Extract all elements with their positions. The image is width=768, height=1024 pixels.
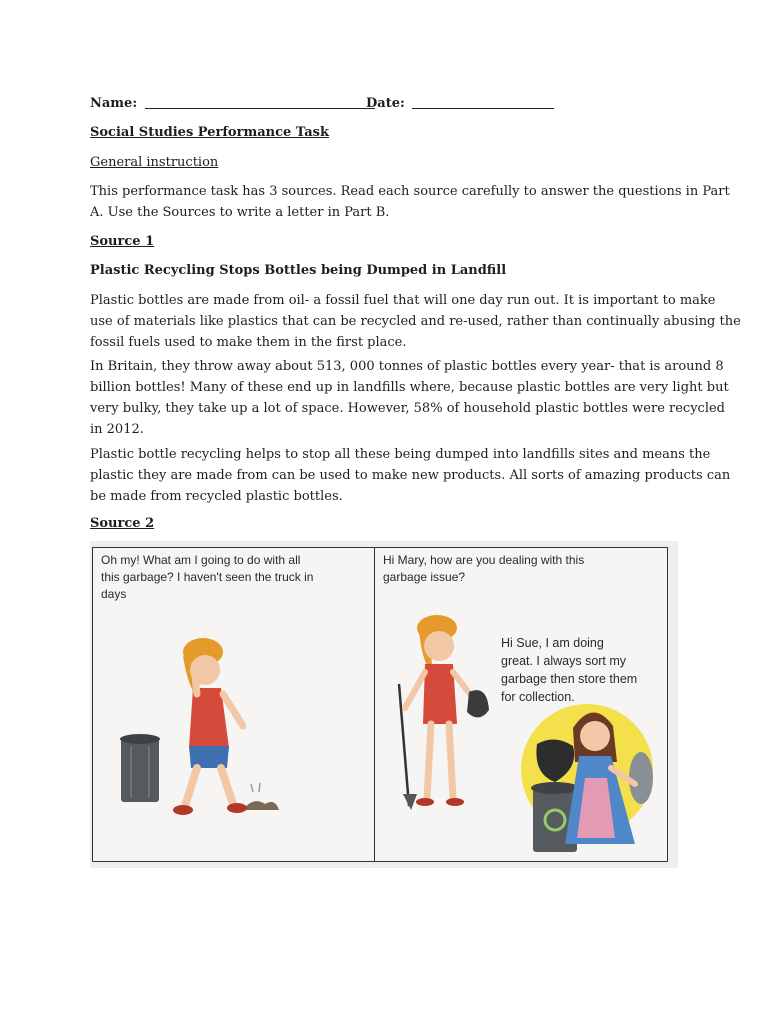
text-line: A. Use the Sources to write a letter in Part B. [90, 205, 390, 220]
speech-line: garbage then store them [501, 672, 638, 686]
source1-paragraph-3 [90, 444, 731, 507]
trash-can-icon [120, 734, 160, 802]
text-line: In Britain, they throw away about 513, 000 tonnes of plastic bottles every year- that is around 8 [90, 359, 724, 374]
girl-with-broom-figure [399, 615, 489, 810]
speech-line: for collection. [501, 690, 575, 704]
text-line: plastic they are made from can be used to make new products. All sorts of amazing products can [90, 468, 731, 483]
source2-heading: Source 2 [90, 516, 155, 531]
text-line: billion bottles! Many of these end up in landfills where, because plastic bottles are very light but [90, 380, 729, 395]
text-line: very bulky, they take up a lot of space. However, 58% of household plastic bottles were recycled [90, 401, 726, 416]
general-instruction-heading: General instruction [90, 155, 219, 170]
general-instruction-text [90, 181, 730, 223]
speech-line: Oh my! What am I going to do with all [101, 553, 301, 567]
name-label: Name: [90, 96, 138, 111]
text-line: in 2012. [90, 422, 144, 437]
comic-panel-right [374, 547, 668, 862]
speech-line: garbage issue? [383, 570, 466, 584]
source1-heading: Source 1 [90, 234, 155, 249]
comic-art-right [375, 548, 667, 861]
speech-line: Hi Sue, I am doing [501, 636, 604, 650]
text-line: Plastic bottles are made from oil- a fossil fuel that will one day run out. It is important to make [90, 293, 716, 308]
text-line: This performance task has 3 sources. Read each source carefully to answer the questions in Part [90, 184, 730, 199]
text-line: use of materials like plastics that can be recycled and re-used, rather than continually abusing the [90, 314, 741, 329]
source1-title: Plastic Recycling Stops Bottles being Dumped in Landfill [90, 263, 507, 278]
speech-line: great. I always sort my [501, 654, 627, 668]
comic-art-left [93, 548, 375, 861]
date-field [366, 94, 554, 114]
speech-line: this garbage? I haven't seen the truck in [101, 570, 314, 584]
speech-line: days [101, 587, 127, 601]
garbage-pile-icon [243, 783, 279, 810]
source2-comic-image [90, 541, 678, 868]
text-line: Plastic bottle recycling helps to stop all these being dumped into landfills sites and means the [90, 447, 711, 462]
text-line: be made from recycled plastic bottles. [90, 489, 343, 504]
date-blank-line [412, 108, 554, 109]
name-blank-line [145, 108, 375, 109]
date-label: Date: [366, 96, 405, 111]
comic-panel-left [92, 547, 376, 862]
worksheet-title: Social Studies Performance Task [90, 125, 329, 140]
name-field [90, 94, 375, 114]
speech-line: Hi Mary, how are you dealing with this [383, 553, 585, 567]
source1-paragraph-1 [90, 290, 741, 353]
text-line: fossil fuels used to make them in the first place. [90, 335, 407, 350]
girl-holding-nose-figure [173, 638, 247, 815]
source1-paragraph-2 [90, 356, 729, 440]
